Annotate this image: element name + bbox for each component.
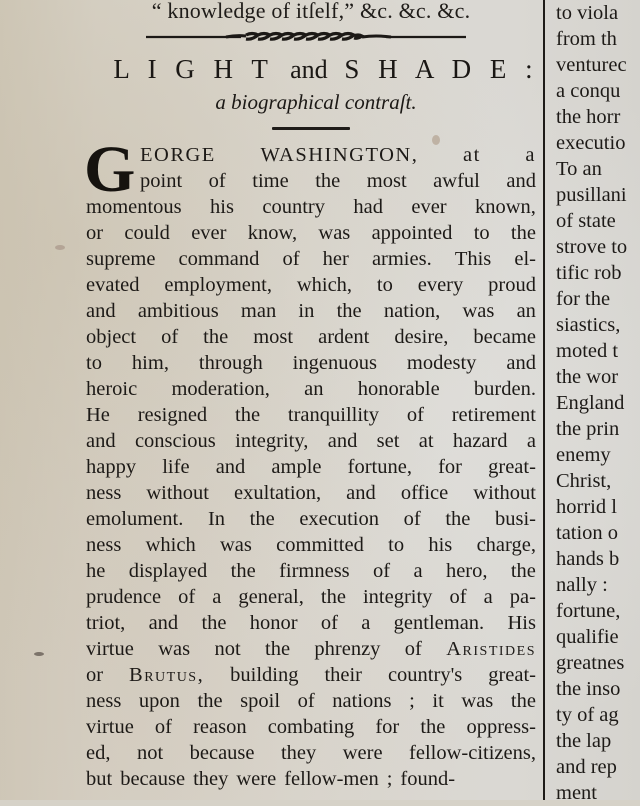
adjacent-column-line: the inso <box>556 678 621 700</box>
word: In <box>207 508 226 530</box>
word: the <box>336 300 362 322</box>
word: was <box>461 690 494 712</box>
word: upon <box>138 690 180 712</box>
word: modesty <box>406 352 477 374</box>
word: building <box>230 664 299 686</box>
word: her <box>322 248 349 270</box>
word: and <box>346 482 376 504</box>
word: country <box>262 196 325 218</box>
headline-shade: S H A D E : <box>344 54 539 84</box>
word: was <box>318 222 351 244</box>
adjacent-column-line: pusillani <box>556 184 627 206</box>
word: emolument. <box>86 508 184 530</box>
article-line <box>86 506 536 532</box>
adjacent-column-line: the lap <box>556 730 612 752</box>
word: of <box>154 716 172 738</box>
article-line <box>86 714 536 740</box>
word: for <box>375 716 400 738</box>
article-body <box>84 133 536 792</box>
word: fortune, <box>347 456 412 478</box>
adjacent-column-line: fortune, <box>556 600 621 622</box>
word: without <box>146 482 209 504</box>
word: and <box>148 612 179 634</box>
article-line <box>86 532 536 558</box>
adjacent-column-line: venturec <box>556 54 627 76</box>
word: prudence <box>86 586 162 608</box>
word: He <box>86 404 110 426</box>
adjacent-column-line: the prin <box>556 418 620 440</box>
word: fellow-men <box>284 768 379 790</box>
word: ; <box>386 768 393 790</box>
word: and <box>86 300 116 322</box>
article-line <box>86 428 536 454</box>
column-rule <box>543 0 545 800</box>
word: was <box>158 638 191 660</box>
word: without <box>473 482 536 504</box>
word: object <box>86 326 137 348</box>
word: a <box>483 586 493 608</box>
adjacent-column-line: nally : <box>556 574 608 596</box>
word: desire, <box>394 326 449 348</box>
word: were <box>342 742 383 764</box>
word: spoil <box>240 690 281 712</box>
article-line <box>86 766 536 792</box>
article-line <box>86 584 536 610</box>
word: integrity, <box>235 430 309 452</box>
headline-and: and <box>290 55 328 84</box>
article-line <box>86 298 536 324</box>
word: Brutus, <box>129 664 205 686</box>
word: they <box>193 768 229 790</box>
word: could <box>124 222 170 244</box>
word: of <box>297 690 315 712</box>
word: burden. <box>473 378 536 400</box>
word: ness <box>86 482 122 504</box>
word: integrity <box>362 586 433 608</box>
article-line <box>86 350 536 376</box>
word: gentleman. <box>393 612 485 634</box>
word: great- <box>488 456 536 478</box>
word: busi- <box>494 508 536 530</box>
word: to <box>86 352 102 374</box>
word: their <box>324 664 363 686</box>
adjacent-column-line: from th <box>556 28 617 50</box>
word: of <box>208 170 226 192</box>
word: to <box>388 534 405 556</box>
word: became <box>473 326 536 348</box>
word: the <box>320 586 346 608</box>
word: was <box>219 534 252 556</box>
adjacent-column-line: horrid l <box>556 496 617 518</box>
word: a <box>413 560 423 582</box>
word: the <box>510 222 536 244</box>
word: most <box>253 326 294 348</box>
word: his <box>210 196 234 218</box>
word: because <box>189 742 255 764</box>
word: country's <box>387 664 463 686</box>
article-line <box>86 376 536 402</box>
word: nation, <box>383 300 441 322</box>
adjacent-column <box>556 0 640 806</box>
word: exultation, <box>234 482 322 504</box>
adjacent-column-line: greatnes <box>556 652 625 674</box>
word: virtue <box>86 716 134 738</box>
word: general, <box>238 586 304 608</box>
word: phrenzy <box>314 638 381 660</box>
word: ed, <box>86 742 111 764</box>
word: man <box>240 300 277 322</box>
adjacent-column-line: To an <box>556 158 602 180</box>
word: command <box>178 248 260 270</box>
word: or <box>86 222 104 244</box>
word: displayed <box>128 560 208 582</box>
word: the <box>235 404 261 426</box>
adjacent-column-line: a conqu <box>556 80 621 102</box>
word: supreme <box>86 248 156 270</box>
word: resigned <box>137 404 208 426</box>
article-line <box>86 272 536 298</box>
word: ever <box>191 222 227 244</box>
word: el- <box>514 248 536 270</box>
word: armies. <box>371 248 432 270</box>
article-headline <box>86 54 566 85</box>
article-line <box>86 688 536 714</box>
word: of <box>373 560 391 582</box>
twisted-rope-ornament-icon <box>146 30 466 44</box>
word: the <box>265 638 291 660</box>
article-line <box>86 558 536 584</box>
word: the <box>420 716 446 738</box>
headline-light: L I G H T <box>113 54 274 84</box>
word: hazard <box>452 430 508 452</box>
word: found- <box>400 768 456 790</box>
word: fellow-citizens, <box>409 742 536 764</box>
adjacent-column-line: enemy <box>556 444 611 466</box>
article-line <box>86 454 536 480</box>
word: the <box>197 690 223 712</box>
word: to <box>473 222 490 244</box>
word: and <box>506 170 536 192</box>
word: of <box>161 326 179 348</box>
word: ever <box>411 196 447 218</box>
word: a <box>361 612 371 634</box>
word: evated <box>86 274 140 296</box>
word: they <box>280 742 317 764</box>
word: him, <box>131 352 169 374</box>
word: but <box>86 768 113 790</box>
word: hero, <box>445 560 488 582</box>
word: through <box>198 352 263 374</box>
word: His <box>507 612 536 634</box>
word: a <box>212 586 222 608</box>
word: which <box>145 534 196 556</box>
article-line <box>86 610 536 636</box>
adjacent-column-line: hands b <box>556 548 620 570</box>
word: tranquillity <box>287 404 379 426</box>
word: an <box>304 378 324 400</box>
word: set <box>376 430 400 452</box>
paper-stain <box>34 652 44 656</box>
article-line <box>86 142 536 168</box>
word: was <box>462 300 495 322</box>
word: point <box>140 170 183 192</box>
word: every <box>417 274 464 296</box>
word: the <box>510 690 536 712</box>
adjacent-column-line: tation o <box>556 522 619 544</box>
word: happy <box>86 456 137 478</box>
adjacent-column-line: and rep <box>556 756 617 778</box>
word: time <box>252 170 289 192</box>
word: of <box>282 248 300 270</box>
word: not <box>136 742 164 764</box>
word: the <box>315 170 341 192</box>
word: life <box>162 456 190 478</box>
word: and <box>215 456 246 478</box>
article-line <box>86 194 536 220</box>
word: of <box>406 404 424 426</box>
article-subtitle: a biographical contraſt. <box>215 90 417 114</box>
word: known, <box>475 196 536 218</box>
word: retirement <box>451 404 536 426</box>
adjacent-column-line: the wor <box>556 366 619 388</box>
word: the <box>445 508 471 530</box>
word: nations <box>332 690 392 712</box>
article-line <box>86 662 536 688</box>
word: and <box>327 430 358 452</box>
word: employment, <box>164 274 272 296</box>
paper-stain <box>55 245 65 250</box>
word: ; <box>409 690 415 712</box>
adjacent-column-line: strove to <box>556 236 628 258</box>
word: had <box>353 196 383 218</box>
word: execution <box>299 508 380 530</box>
word: ample <box>271 456 322 478</box>
quote-line: “ knowledge of itſelf,” &c. &c. &c. <box>151 0 471 23</box>
word: know, <box>247 222 298 244</box>
word: of <box>403 508 421 530</box>
article-line <box>86 220 536 246</box>
word: ardent <box>318 326 370 348</box>
word: were <box>236 768 277 790</box>
word: the <box>510 560 536 582</box>
article-line <box>86 402 536 428</box>
article-line <box>86 480 536 506</box>
adjacent-column-line: of state <box>556 210 616 232</box>
word: or <box>86 664 104 686</box>
word: moderation, <box>171 378 270 400</box>
word: conscious <box>134 430 216 452</box>
word: of <box>449 586 467 608</box>
word: committed <box>276 534 364 556</box>
word: EORGE <box>140 144 216 166</box>
adjacent-column-line: the horr <box>556 106 621 128</box>
word: the <box>249 508 275 530</box>
word: heroic <box>86 378 138 400</box>
adjacent-column-line: ment <box>556 782 597 804</box>
word: ness <box>86 534 122 556</box>
word: pa- <box>509 586 536 608</box>
word: of <box>320 612 338 634</box>
word: This <box>454 248 492 270</box>
adjacent-column-line: Christ, <box>556 470 612 492</box>
article-line <box>86 740 536 766</box>
word: triot, <box>86 612 126 634</box>
word: at <box>418 430 434 452</box>
word: which, <box>296 274 353 296</box>
word: ingenuous <box>292 352 377 374</box>
word: of <box>178 586 196 608</box>
word: and <box>506 352 536 374</box>
article-line <box>86 324 536 350</box>
word: an <box>516 300 536 322</box>
word: oppress- <box>466 716 536 738</box>
word: it <box>432 690 444 712</box>
article-line <box>86 636 536 662</box>
word: most <box>366 170 407 192</box>
word: because <box>120 768 186 790</box>
word: to <box>376 274 393 296</box>
word: ness <box>86 690 122 712</box>
word: a <box>525 144 536 166</box>
adjacent-column-line: ty of ag <box>556 704 619 726</box>
word: and <box>86 430 116 452</box>
word: Aristides <box>446 638 536 660</box>
word: virtue <box>86 638 134 660</box>
word: a <box>526 430 536 452</box>
word: charge, <box>476 534 536 556</box>
word: for <box>438 456 462 478</box>
word: appointed <box>371 222 453 244</box>
adjacent-column-line: to viola <box>556 2 619 24</box>
word: ambitious <box>137 300 219 322</box>
word: firmness <box>279 560 350 582</box>
article-line <box>86 246 536 272</box>
word: at <box>462 144 481 166</box>
word: reason <box>193 716 247 738</box>
word: the <box>230 560 256 582</box>
adjacent-column-line: executio <box>556 132 626 154</box>
article-line <box>86 168 536 194</box>
word: not <box>214 638 241 660</box>
adjacent-column-line: England <box>556 392 625 414</box>
adjacent-column-line: tific rob <box>556 262 622 284</box>
short-divider-rule <box>272 127 350 130</box>
adjacent-column-line: for the <box>556 288 611 310</box>
word: momentous <box>86 196 182 218</box>
word: awful <box>433 170 480 192</box>
word: of <box>404 638 422 660</box>
adjacent-column-line: moted t <box>556 340 619 362</box>
word: great- <box>488 664 536 686</box>
word: office <box>400 482 449 504</box>
word: the <box>203 326 229 348</box>
word: his <box>428 534 453 556</box>
adjacent-column-line: qualifie <box>556 626 619 648</box>
drop-cap: G <box>84 133 136 206</box>
word: the <box>201 612 227 634</box>
word: honor <box>249 612 298 634</box>
adjacent-column-line: siastics, <box>556 314 621 336</box>
word: he <box>86 560 106 582</box>
word: proud <box>488 274 536 296</box>
word: WASHINGTON, <box>260 144 419 166</box>
word: combating <box>267 716 355 738</box>
word: honorable <box>357 378 440 400</box>
word: in <box>298 300 315 322</box>
